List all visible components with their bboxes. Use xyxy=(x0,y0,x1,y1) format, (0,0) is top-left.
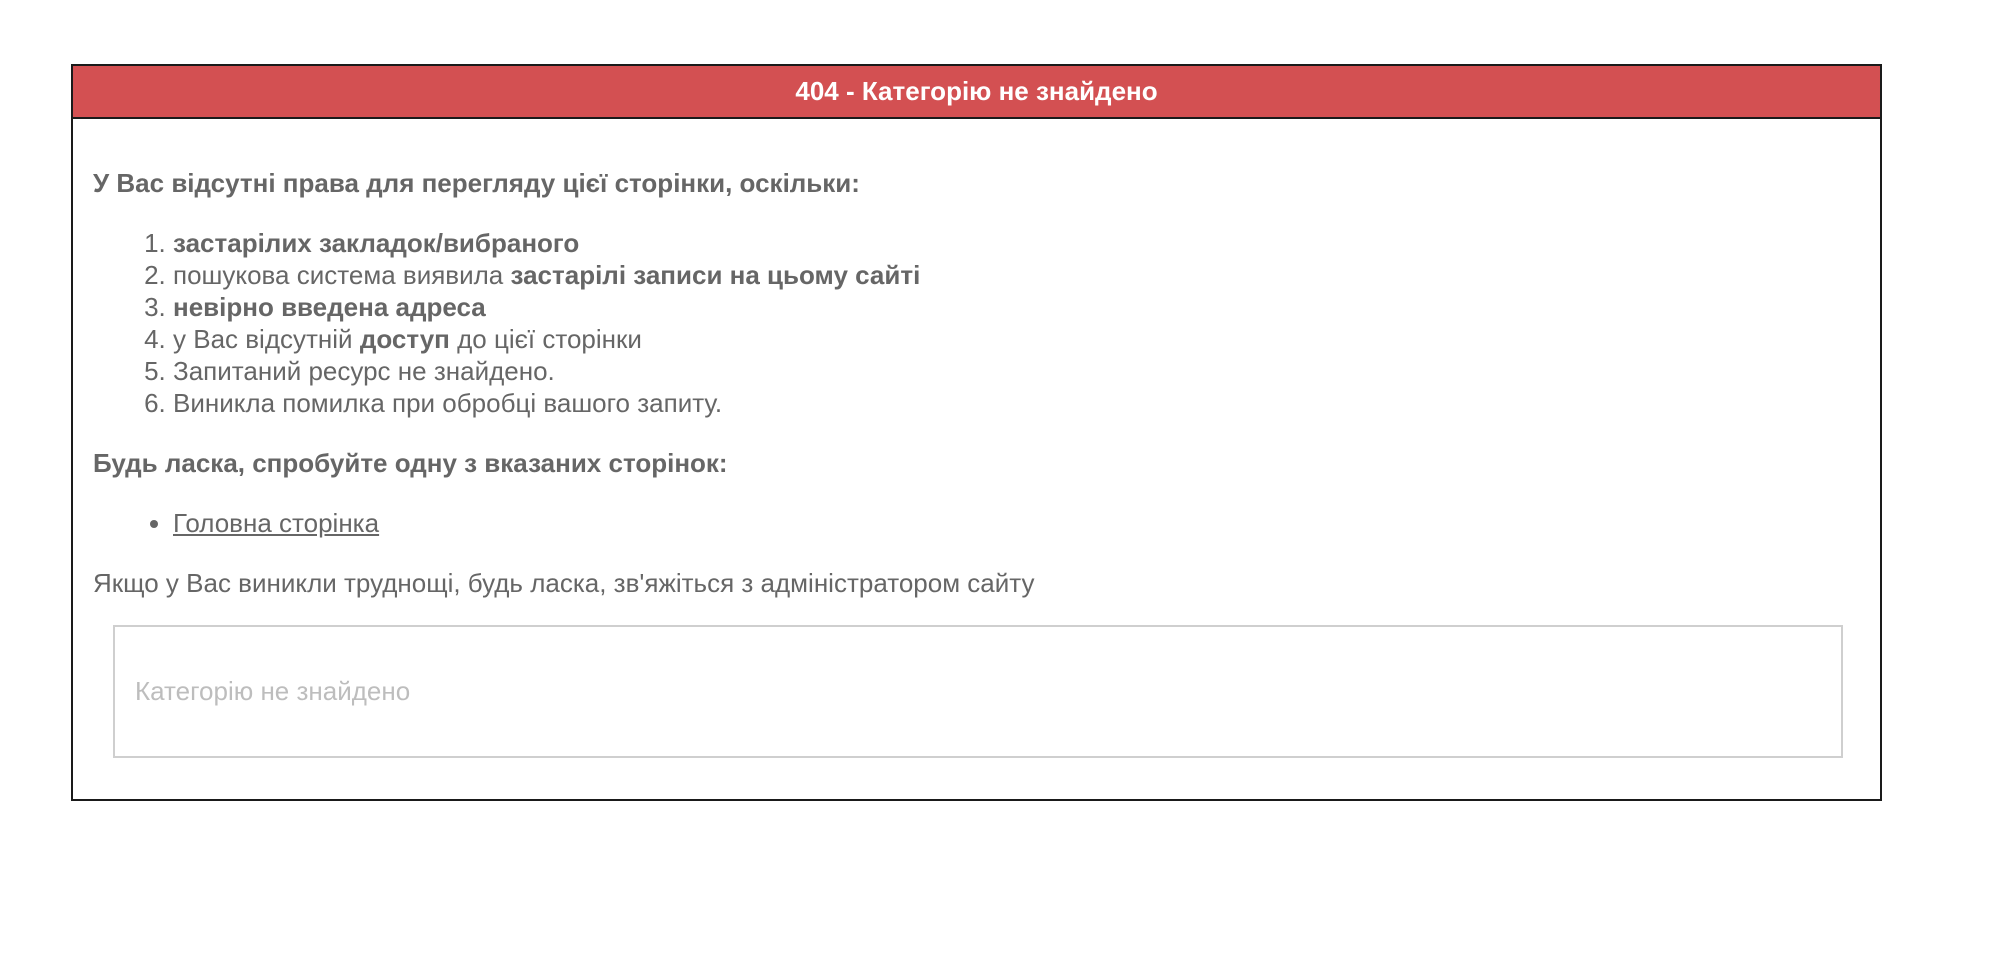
intro-text: У Вас відсутні права для перегляду цієї сторінки, оскільки: xyxy=(93,168,860,198)
page-title: 404 - Категорію не знайдено xyxy=(795,76,1158,106)
error-panel xyxy=(71,64,1882,801)
reason-item: 1. застарілих закладок/вибраного xyxy=(173,227,1860,259)
reason-item: 3. невірно введена адреса xyxy=(173,291,1860,323)
reason-item: 5. Запитаний ресурс не знайдено. xyxy=(173,355,1860,387)
search-input[interactable] xyxy=(113,625,1843,758)
error-header xyxy=(73,66,1880,119)
contact-text: Якщо у Вас виникли труднощі, будь ласка, зв'яжіться з адміністратором сайту xyxy=(93,568,1035,598)
home-page-link[interactable]: Головна сторінка xyxy=(173,508,380,538)
error-body xyxy=(73,167,1880,758)
reason-item: 4. у Вас відсутній доступ до цієї сторінки xyxy=(173,323,1860,355)
reason-item: 2. пошукова система виявила застарілі записи на цьому сайті xyxy=(173,259,1860,291)
links-list xyxy=(93,507,1860,539)
suggest-text: Будь ласка, спробуйте одну з вказаних сторінок: xyxy=(93,448,728,478)
list-item xyxy=(173,507,1860,539)
reasons-list xyxy=(93,227,1860,419)
reason-item: 6. Виникла помилка при обробці вашого запиту. xyxy=(173,387,1860,419)
